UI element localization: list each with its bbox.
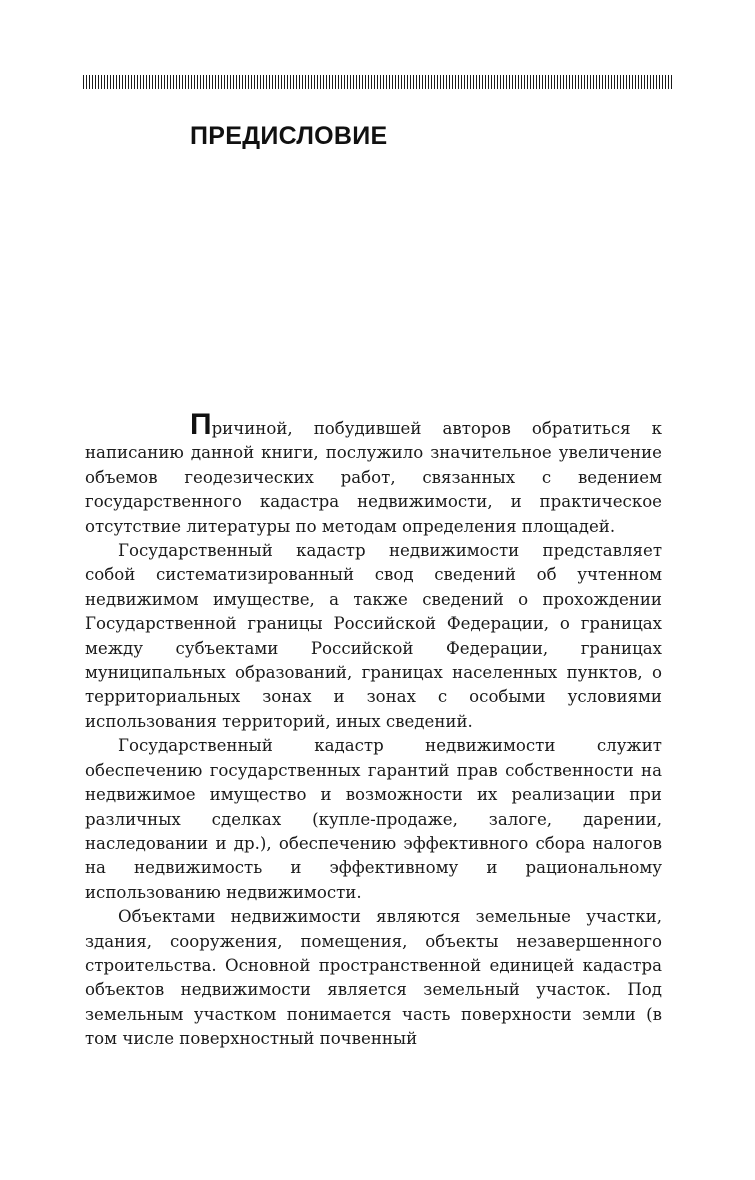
paragraph-2: Государственный кадастр недвижимости представляет собой систематизированный свод сведений об учтенном недвижимом имуществе, а также сведений о прохождении Государственной границы Российской Федерации, о границах между субъектами Российской Федерации, границах муниципальных образований, границах населенных пунктов, о территориальных зонах и зонах с особыми условиями использования территорий, иных сведений. [85,541,662,731]
drop-cap: П [190,408,212,441]
paragraph-1-text: ричиной, побудившей авторов обратиться к написанию данной книги, послужило значительное увеличение объемов геодезических работ, связанных с ведением государственного кадастра недвижимости, и практическое отсутствие литературы по методам определения площадей. [85,419,662,536]
body-text [85,408,662,1052]
paragraph-4: Объектами недвижимости являются земельные участки, здания, сооружения, помещения, объекты незавершенного строительства. Основной пространственной единицей кадастра объектов недвижимости является земельный участок. Под земельным участком понимается часть поверхности земли (в том числе поверхностный почвенный [85,907,662,1049]
page-title: ПРЕДИСЛОВИЕ [190,122,388,150]
paragraph-3: Государственный кадастр недвижимости служит обеспечению государственных гарантий прав собственности на недвижимое имущество и возможности их реализации при различных сделках (купле-продаже, залоге, дарении, наследовании и др.), обеспечению эффективного сбора налогов на недвижимость и эффективному и рациональному использованию недвижимости. [85,736,662,902]
header-rule [83,75,673,89]
paragraph-1 [85,408,662,539]
